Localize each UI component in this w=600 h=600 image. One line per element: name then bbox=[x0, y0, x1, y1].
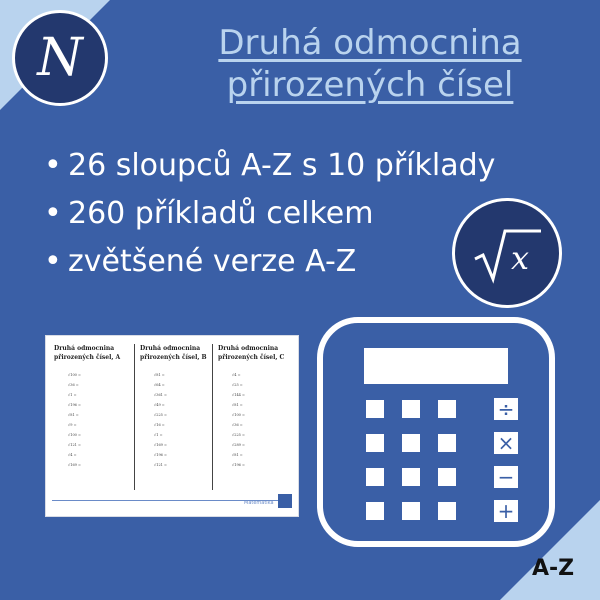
exercise: √81 = bbox=[232, 453, 243, 457]
calculator-mini-icon bbox=[278, 494, 292, 508]
worksheet-column-b bbox=[140, 344, 216, 494]
exercise: √81 = bbox=[154, 373, 165, 377]
exercise: √25 = bbox=[232, 383, 243, 387]
az-badge: A-Z bbox=[532, 556, 575, 581]
exercise: √289 = bbox=[232, 443, 245, 447]
feature-list bbox=[44, 142, 495, 286]
exercise: √81 = bbox=[232, 403, 243, 407]
footer-label: Matematika bbox=[244, 500, 274, 506]
exercise: √144 = bbox=[232, 393, 245, 397]
exercise: √4 = bbox=[68, 453, 77, 457]
exercise: √100 = bbox=[68, 373, 81, 377]
divide-icon: ÷ bbox=[497, 397, 515, 421]
exercise: √49 = bbox=[154, 403, 165, 407]
plus-icon: + bbox=[497, 499, 515, 523]
exercise: √64 = bbox=[154, 383, 165, 387]
feature-item: • 26 sloupců A-Z s 10 příklady bbox=[44, 148, 496, 183]
exercise: √196 = bbox=[232, 463, 245, 467]
feature-item: • zvětšené verze A-Z bbox=[44, 244, 357, 279]
svg-text:x: x bbox=[511, 239, 530, 277]
square-root-symbol bbox=[455, 201, 559, 305]
exercise: √121 = bbox=[68, 443, 81, 447]
square-root-icon bbox=[452, 198, 562, 308]
exercise: √100 = bbox=[68, 433, 81, 437]
exercise: √1 = bbox=[68, 393, 77, 397]
exercise: √16 = bbox=[154, 423, 165, 427]
column-divider bbox=[212, 344, 213, 490]
multiply-icon: × bbox=[497, 431, 515, 455]
calculator-icon bbox=[316, 316, 556, 548]
feature-text: 26 sloupců A-Z s 10 příklady bbox=[68, 148, 496, 183]
column-heading: Druhá odmocnina přirozených čísel, A bbox=[54, 345, 121, 361]
exercise: √36 = bbox=[68, 383, 79, 387]
worksheet-preview bbox=[46, 336, 298, 516]
exercise: √121 = bbox=[154, 463, 167, 467]
exercise: √225 = bbox=[154, 413, 167, 417]
worksheet-column-a bbox=[54, 344, 130, 494]
exercise: √1 = bbox=[154, 433, 163, 437]
exercise: √196 = bbox=[154, 453, 167, 457]
brand-logo bbox=[12, 10, 108, 106]
exercise: √225 = bbox=[232, 433, 245, 437]
exercise: √196 = bbox=[68, 403, 81, 407]
exercise: √169 = bbox=[68, 463, 81, 467]
worksheet-column-c bbox=[218, 344, 294, 494]
feature-text: 260 příkladů celkem bbox=[68, 196, 374, 231]
feature-item: • 260 příkladů celkem bbox=[44, 196, 374, 231]
minus-icon: − bbox=[497, 465, 515, 489]
exercise: √169 = bbox=[154, 443, 167, 447]
feature-text: zvětšené verze A-Z bbox=[68, 244, 357, 279]
title-line-2: přirozených čísel bbox=[226, 65, 514, 105]
column-divider bbox=[134, 344, 135, 490]
exercise: √361 = bbox=[154, 393, 167, 397]
exercise: √81 = bbox=[68, 413, 79, 417]
title-line-1: Druhá odmocnina bbox=[218, 23, 522, 63]
column-heading: Druhá odmocnina přirozených čísel, C bbox=[218, 345, 285, 361]
exercise: √9 = bbox=[68, 423, 77, 427]
logo-letter: N bbox=[37, 28, 83, 88]
exercise: √4 = bbox=[232, 373, 241, 377]
page-title bbox=[140, 22, 600, 106]
column-heading: Druhá odmocnina přirozených čísel, B bbox=[140, 345, 207, 361]
exercise: √100 = bbox=[232, 413, 245, 417]
exercise: √36 = bbox=[232, 423, 243, 427]
